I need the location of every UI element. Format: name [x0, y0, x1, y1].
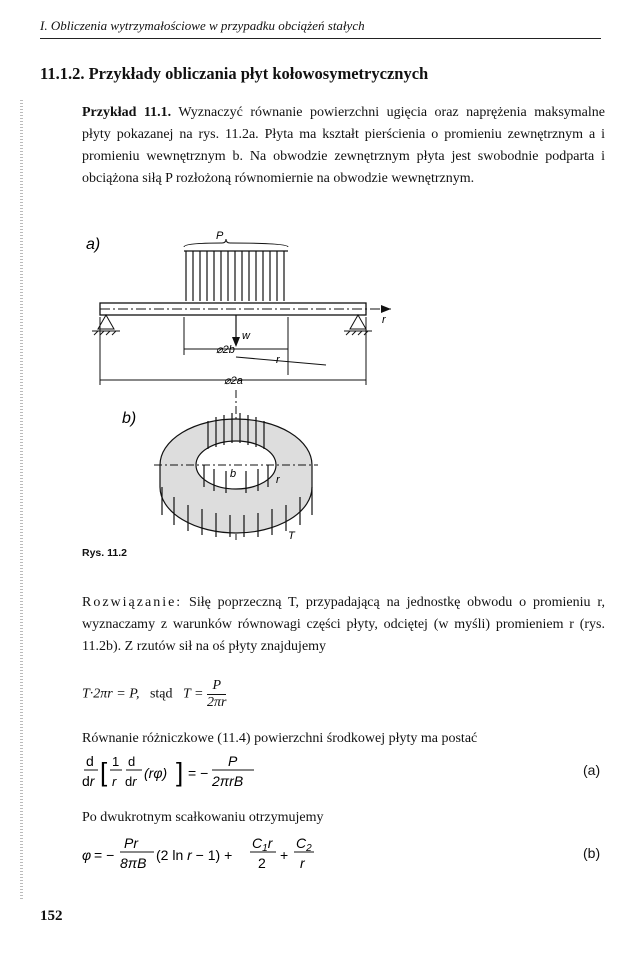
svg-text:P: P — [228, 753, 238, 769]
ring-T-label: T — [288, 530, 295, 542]
w-label: w — [242, 330, 250, 342]
figure-caption: Rys. 11.2 — [82, 547, 127, 559]
svg-text:[: [ — [100, 757, 108, 787]
equation-T — [82, 678, 226, 711]
dim-2b: ⌀2b — [216, 344, 235, 356]
ring-b-label: b — [230, 468, 237, 480]
header-rule — [40, 38, 601, 39]
solution-lead: Rozwiązanie: — [82, 595, 183, 610]
r-axis-arrow — [381, 305, 391, 313]
svg-text:d: d — [128, 754, 136, 769]
dim-2a: ⌀2a — [224, 375, 243, 387]
scan-edge — [20, 100, 23, 900]
svg-text:φ: φ — [82, 847, 92, 863]
load-arrows — [184, 251, 288, 301]
eq1-fraction — [207, 678, 226, 711]
line-diff-eq: Równanie różniczkowe (11.4) powierzchni środkowej płyty ma postać — [82, 731, 478, 746]
svg-text:8πB: 8πB — [120, 855, 147, 871]
solution-text: Siłę poprzeczną T, przypadającą na jednostkę obwodu o promieniu r, wyznaczamy z warunków równowagi części płyty, odciętej (w myśli) promieniem r (rys. 11.2b). Z rzutów sił na oś płyty znajdujemy — [82, 595, 605, 654]
ring-r-label: r — [276, 474, 280, 486]
svg-text:2: 2 — [258, 855, 266, 871]
svg-text:(rφ): (rφ) — [144, 765, 168, 781]
load-brace — [184, 239, 288, 247]
example-text: Wyznaczyć równanie powierzchni ugięcia oraz naprężenia maksymalne płyty pokazanej na rys. 11.2a. Płyta ma kształt pierścienia o promieniu zewnętrznym a i promieniu wewnętrznym b. Na obwodzie zewnętrznym płyta jest swobodnie podparta i obciążona siłą P rozłożoną równomiernie na obwodzie wewnętrznym. — [82, 105, 606, 186]
eq1-mid: stąd — [149, 686, 173, 702]
equation-a — [82, 748, 282, 794]
svg-text:(2 ln r − 1) +: (2 ln r − 1) + — [156, 847, 233, 863]
svg-text:]: ] — [176, 757, 184, 787]
figure-b-label: b) — [122, 410, 137, 427]
figure-plate — [76, 225, 416, 545]
svg-text:= −: = − — [94, 847, 115, 863]
running-header: I. Obliczenia wytrzymałościowe w przypadku obciążeń stałych — [40, 18, 365, 33]
svg-text:dr: dr — [125, 774, 137, 789]
svg-text:= −: = − — [188, 765, 209, 781]
eq1-den: 2πr — [207, 695, 227, 710]
svg-text:2πrB: 2πrB — [212, 773, 244, 789]
example-lead: Przykład 11.1. — [82, 105, 172, 120]
svg-text:+: + — [280, 847, 289, 863]
page-number: 152 — [40, 908, 63, 924]
svg-text:C2: $C_2$ — [296, 835, 312, 854]
svg-text:r: r — [300, 855, 305, 871]
eq-a-tag: (a) — [583, 762, 601, 778]
r-axis-label: r — [382, 314, 386, 326]
svg-text:dr: dr — [82, 773, 95, 789]
eq-b-tag: (b) — [583, 845, 601, 861]
example-paragraph — [82, 102, 605, 190]
figure-a-label: a) — [86, 236, 101, 253]
dim-r: r — [276, 354, 280, 366]
equation-b — [82, 830, 322, 876]
line-integration: Po dwukrotnym scałkowaniu otrzymujemy — [82, 810, 324, 825]
svg-text:Pr: Pr — [124, 835, 138, 851]
solution-paragraph — [82, 592, 605, 658]
svg-text:C1r: $C_1r$ — [252, 835, 273, 854]
eq1-T: T = — [183, 686, 204, 702]
eq1-left: T·2πr = P, — [82, 686, 140, 702]
load-label: P — [216, 230, 224, 242]
svg-text:1: 1 — [112, 754, 120, 769]
eq1-num: P — [207, 678, 226, 695]
svg-text:d: d — [86, 753, 94, 769]
svg-text:r: r — [112, 774, 117, 789]
support-right — [344, 315, 372, 335]
support-left — [92, 315, 120, 335]
section-title: 11.1.2. Przykłady obliczania płyt kołowosymetrycznych — [40, 64, 429, 83]
